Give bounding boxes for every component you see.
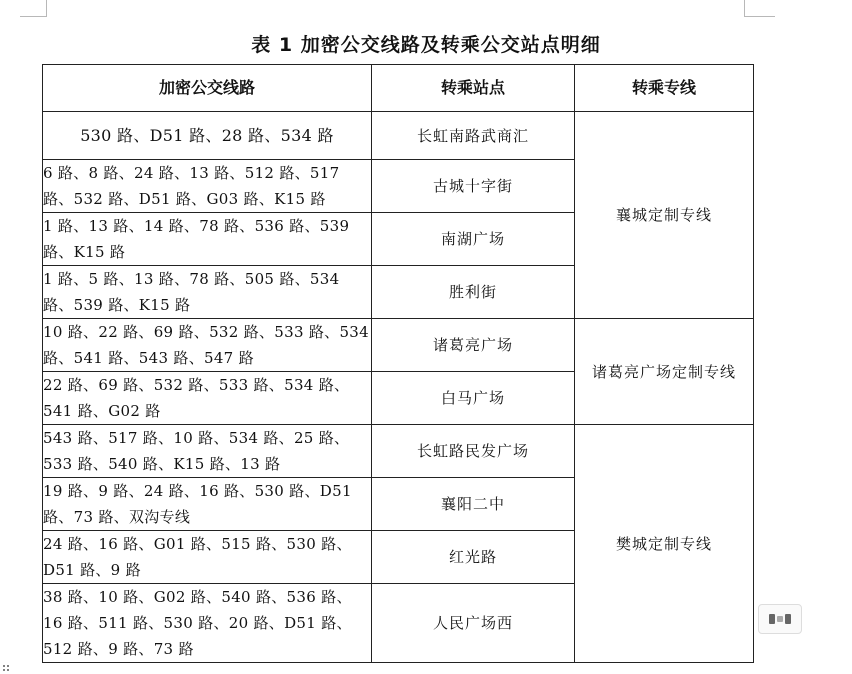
line-cell: 樊城定制专线 bbox=[575, 425, 754, 663]
stop-cell: 长虹路民发广场 bbox=[372, 425, 575, 478]
table-row bbox=[43, 112, 754, 160]
routes-cell: 22 路、69 路、532 路、533 路、534 路、541 路、G02 路 bbox=[43, 372, 372, 425]
stop-cell: 襄阳二中 bbox=[372, 478, 575, 531]
drag-handle-icon[interactable] bbox=[2, 664, 10, 672]
stop-cell: 南湖广场 bbox=[372, 213, 575, 266]
table-row bbox=[43, 425, 754, 478]
header-line: 转乘专线 bbox=[575, 65, 754, 112]
stop-cell: 人民广场西 bbox=[372, 584, 575, 663]
table-caption: 表 1 加密公交线路及转乘公交站点明细 bbox=[251, 34, 601, 56]
table-header-row bbox=[43, 65, 754, 112]
routes-cell: 6 路、8 路、24 路、13 路、512 路、517 路、532 路、D51 路、G03 路、K15 路 bbox=[43, 160, 372, 213]
routes-cell: 1 路、5 路、13 路、78 路、505 路、534 路、539 路、K15 路 bbox=[43, 266, 372, 319]
stop-cell: 长虹南路武商汇 bbox=[372, 112, 575, 160]
crop-mark-left bbox=[20, 0, 47, 17]
routes-cell: 19 路、9 路、24 路、16 路、530 路、D51 路、73 路、双沟专线 bbox=[43, 478, 372, 531]
header-routes: 加密公交线路 bbox=[43, 65, 372, 112]
stop-cell: 白马广场 bbox=[372, 372, 575, 425]
line-cell: 襄城定制专线 bbox=[575, 112, 754, 319]
routes-cell: 10 路、22 路、69 路、532 路、533 路、534 路、541 路、543 路、547 路 bbox=[43, 319, 372, 372]
watermark-logo-icon bbox=[758, 604, 802, 634]
line-cell: 诸葛亮广场定制专线 bbox=[575, 319, 754, 425]
routes-cell: 543 路、517 路、10 路、534 路、25 路、533 路、540 路、K15 路、13 路 bbox=[43, 425, 372, 478]
header-stop: 转乘站点 bbox=[372, 65, 575, 112]
table-row bbox=[43, 319, 754, 372]
crop-mark-right bbox=[744, 0, 775, 17]
transfer-table bbox=[42, 64, 754, 663]
stop-cell: 诸葛亮广场 bbox=[372, 319, 575, 372]
stop-cell: 红光路 bbox=[372, 531, 575, 584]
stop-cell: 胜利街 bbox=[372, 266, 575, 319]
routes-cell: 38 路、10 路、G02 路、540 路、536 路、16 路、511 路、530 路、20 路、D51 路、512 路、9 路、73 路 bbox=[43, 584, 372, 663]
routes-cell: 24 路、16 路、G01 路、515 路、530 路、D51 路、9 路 bbox=[43, 531, 372, 584]
stop-cell: 古城十字街 bbox=[372, 160, 575, 213]
routes-cell: 530 路、D51 路、28 路、534 路 bbox=[43, 112, 372, 160]
routes-cell: 1 路、13 路、14 路、78 路、536 路、539 路、K15 路 bbox=[43, 213, 372, 266]
